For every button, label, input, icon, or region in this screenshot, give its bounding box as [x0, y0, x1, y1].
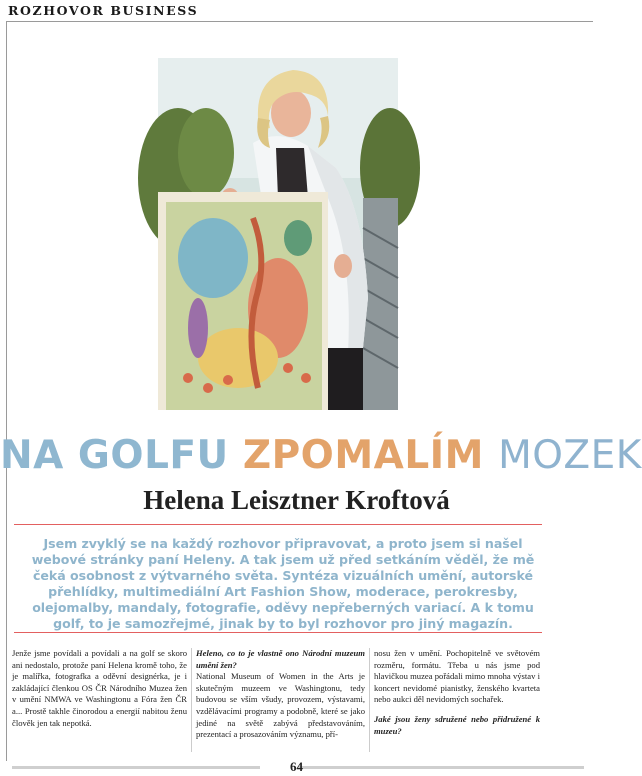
- headline-part-2: ZPOMALÍM: [242, 433, 499, 478]
- interview-answer-1-continued: nosu žen v umění. Pochopitelně ve světovém rozměru, formátu. Třeba u nás jsme pod hlavičkou muzea pořádali mimo mnoha výstav i koncert nevidomé pianistky, ženského kvarteta nebo aukci děl nevidomých sochařek.: [374, 648, 540, 705]
- headline-part-1: NA GOLFU: [0, 433, 243, 478]
- lead-paragraph: Jsem zvyklý se na každý rozhovor připravovat, a proto jsem si našel webové stránky paní Heleny. A tak jsem už před setkáním věděl, že mě čeká osobnost z výtvarného světa. Syntéza vizuálních umění, autorské přehlídky, multimediální Art Fashion Show, moderace, perokresby, olejomalby, mandaly, fotografie, oděvy nepřeberných variací. A k tomu golf, to je samozřejmé, jinak by to byl rozhovor pro jiný magazín.: [31, 536, 535, 631]
- divider-rule-bottom: [14, 632, 542, 633]
- body-column-2: [196, 648, 365, 741]
- interview-question-1: Heleno, co to je vlastně ono Národní muzeum umění žen?: [196, 648, 365, 670]
- body-column-3: [374, 648, 540, 737]
- body-column-1: [12, 648, 187, 729]
- section-label: ROZHOVOR BUSINESS: [8, 3, 199, 18]
- column-1-text: Jenže jsme povídali a povídali a na golf se skoro ani nedostalo, protože paní Helena kromě toho, že je malířka, fotografka a oděvní designérka, je i zakládající členkou OS ČR Národního Muzea žen v umění NMWA ve Washingtonu a Fóra žen ČR a... Prostě takhle činorodou a energií nabitou ženu člověk jen tak nepotká.: [12, 648, 187, 728]
- interviewee-name: Helena Leisztner Kroftová: [143, 485, 450, 515]
- column-separator: [191, 648, 192, 752]
- headline-part-3: MOZEK: [498, 433, 642, 478]
- page-number: 64: [290, 759, 303, 774]
- divider-rule-top: [14, 524, 542, 525]
- interview-answer-1: National Museum of Women in the Arts je skutečným muzeem ve Washingtonu, tedy budovou se vším všudy, provozem, výstavami, vzdělávacími programy a podobně, které se jako jediné na světě zabývá představováním, prezentací a prosazováním významu, pří-: [196, 671, 365, 740]
- interview-question-2: Jaké jsou ženy sdružené nebo přidružené k muzeu?: [374, 713, 540, 736]
- portrait-photo: [158, 58, 398, 410]
- headline: [0, 433, 642, 479]
- column-separator: [369, 648, 370, 752]
